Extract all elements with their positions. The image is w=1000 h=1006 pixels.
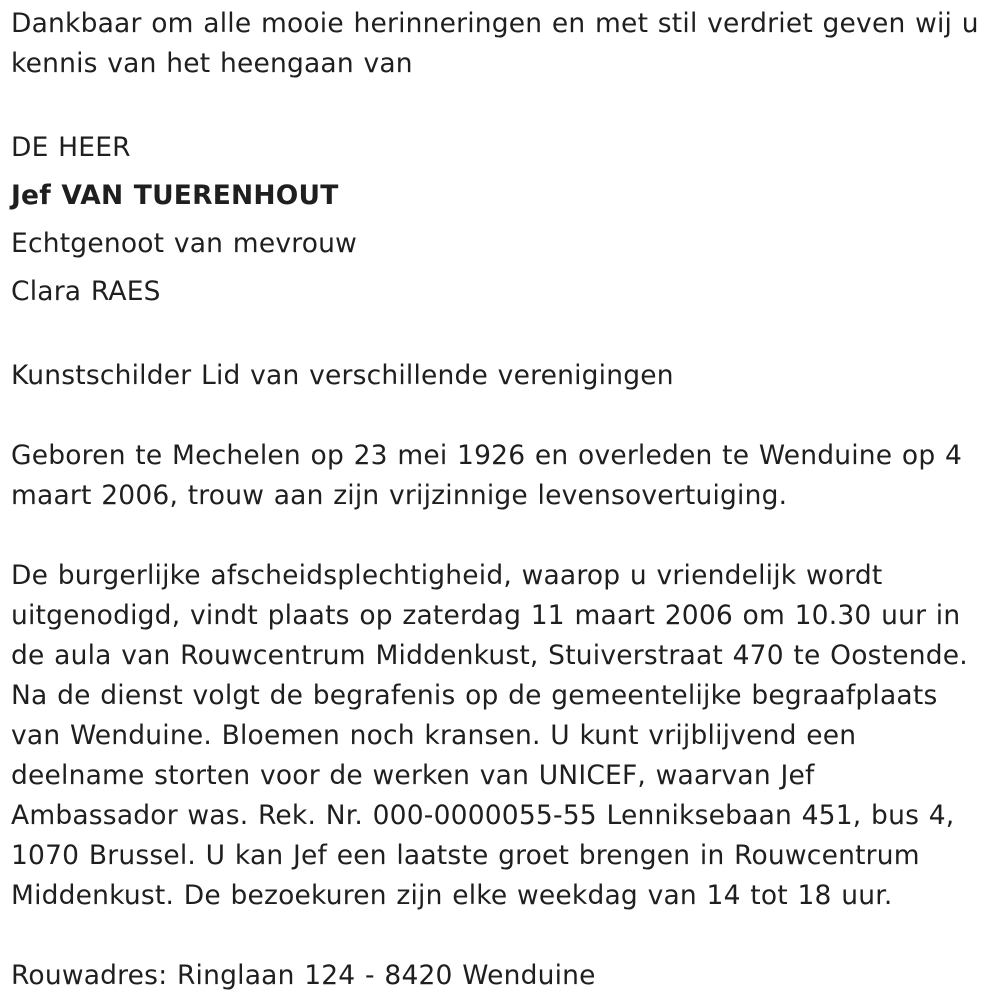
spacer (11, 84, 986, 124)
spacer (11, 916, 986, 956)
birth-death-text: Geboren te Mechelen op 23 mei 1926 en overleden te Wenduine op 4 maart 2006, trouw aan zijn vrijzinnige levensovertuiging. (11, 440, 963, 511)
deceased-name: Jef VAN TUERENHOUT (11, 180, 339, 211)
spacer (11, 516, 986, 556)
intro-text: Dankbaar om alle mooie herinneringen en met stil verdriet geven wij u kennis van het heengaan van (11, 8, 979, 79)
occupation-text: Kunstschilder Lid van verschillende verenigingen (11, 360, 674, 391)
obituary-notice (11, 4, 986, 996)
spouse-name: Clara RAES (11, 276, 161, 307)
honorific-title: DE HEER (11, 132, 131, 163)
spacer (11, 316, 986, 356)
ceremony-text: De burgerlijke afscheidsplechtigheid, waarop u vriendelijk wordt uitgenodigd, vindt plaats op zaterdag 11 maart 2006 om 10.30 uur in de aula van Rouwcentrum Middenkust, Stuiverstraat 470 te Oostende. Na de dienst volgt de begrafenis op de gemeentelijke begraafplaats van Wenduine. Bloemen noch kransen. U kunt vrijblijvend een deelname storten voor de werken van UNICEF, waarvan Jef Ambassador was. Rek. Nr. 000-0000055-55 Lenniksebaan 451, bus 4, 1070 Brussel. U kan Jef een laatste groet brengen in Rouwcentrum Middenkust. De bezoekuren zijn elke weekdag van 14 tot 18 uur. (11, 560, 968, 911)
spouse-label: Echtgenoot van mevrouw (11, 228, 357, 259)
spacer (11, 396, 986, 436)
mourning-address: Rouwadres: Ringlaan 124 - 8420 Wenduine (11, 960, 596, 991)
